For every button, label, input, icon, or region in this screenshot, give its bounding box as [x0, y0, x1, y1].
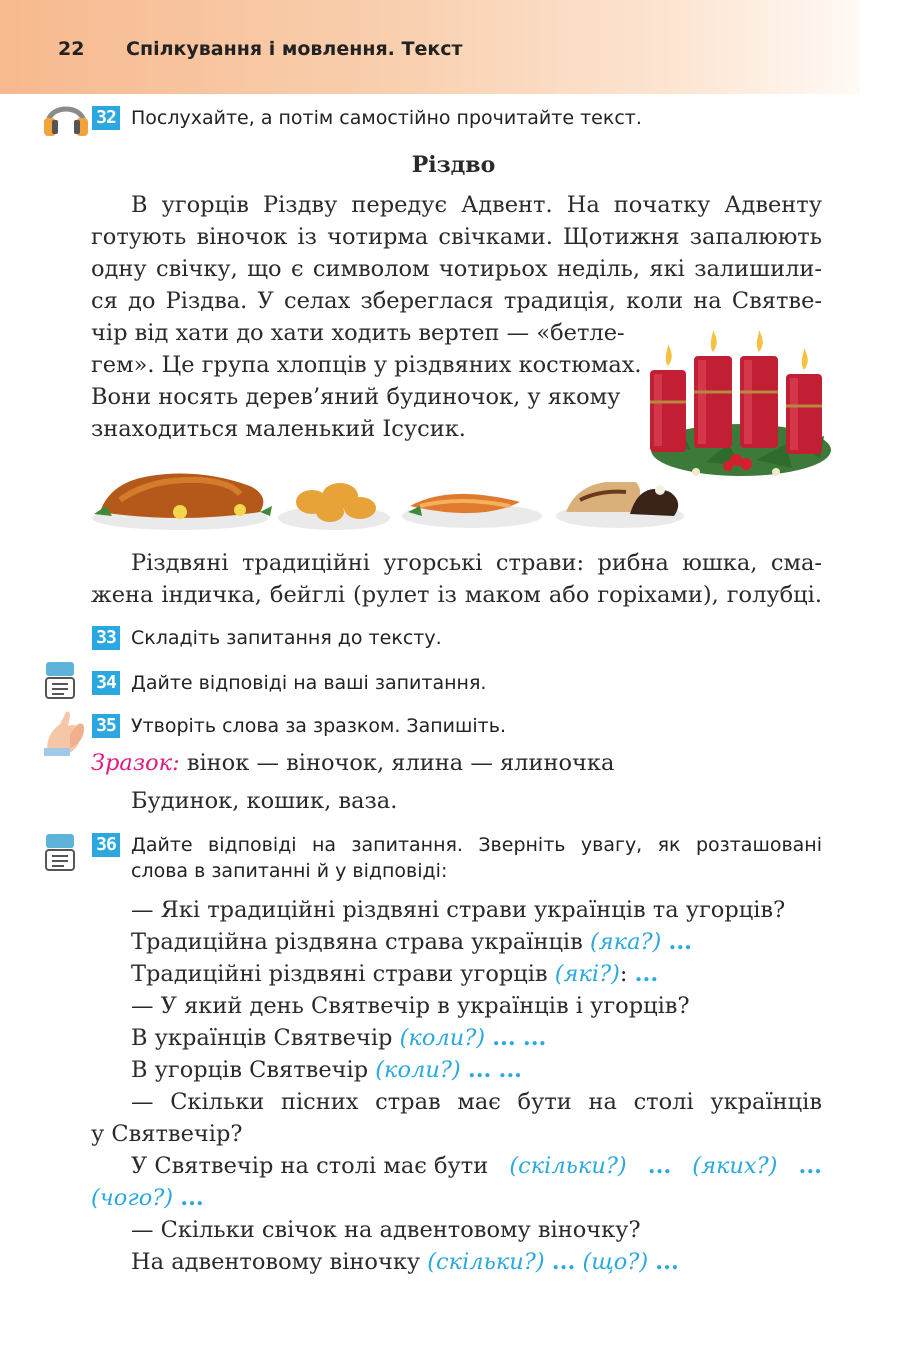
section-title: Спілкування і мовлення. Текст [126, 38, 463, 60]
question-2: — У який день Святвечір в українців і угорців? [131, 993, 690, 1019]
question-3: — Скільки пісних страв має бути на столі українців [131, 1089, 822, 1115]
question-3-cont: у Святвечір? [91, 1121, 243, 1147]
answer-4 [131, 1055, 522, 1085]
sample-label: Зразок: [91, 750, 180, 776]
story-line: знаходиться маленький Ісусик. [91, 416, 466, 442]
task-number-32: 32 [92, 106, 120, 130]
answer-5 [131, 1151, 822, 1181]
colon: : [619, 961, 628, 987]
question-4: — Скільки свічок на адвентовому віночку? [131, 1217, 641, 1243]
page-header [0, 0, 860, 94]
answer-text: В українців Святвечір [131, 1025, 400, 1051]
task-number-35: 35 [92, 714, 120, 738]
ellipsis: ... [798, 1153, 822, 1179]
task-number-33: 33 [92, 626, 120, 650]
food-dishes-illustration [90, 450, 690, 532]
hint: (коли?) [399, 1025, 486, 1051]
hands-icon [40, 708, 90, 756]
task-36-instruction-cont: слова в запитанні й у відповіді: [131, 860, 448, 882]
story-line: чір від хати до хати ходить вертеп — «бетле- [91, 320, 625, 346]
story-line: одну свічку, що є символом чотирьох неділь, які залишили- [91, 256, 822, 282]
answer-6 [131, 1247, 679, 1277]
answer-text: На адвентовому віночку [131, 1249, 428, 1275]
task-34-instruction: Дайте відповіді на ваші запитання. [131, 672, 487, 694]
task-32-instruction: Послухайте, а потім самостійно прочитайте текст. [131, 107, 642, 129]
story-title: Різдво [411, 152, 496, 178]
dishes-line: жена індичка, бейглі (рулет із маком або горіхами), голубці. [91, 582, 822, 608]
hint: (яких?) [692, 1153, 778, 1179]
task-36-instruction: Дайте відповіді на запитання. Зверніть увагу, як розташовані [131, 834, 822, 856]
answer-5-cont [91, 1183, 204, 1213]
headphones-icon [42, 94, 90, 138]
ellipsis: ... [522, 1025, 547, 1051]
answer-1 [131, 927, 692, 957]
exercise-words: Будинок, кошик, ваза. [131, 788, 398, 814]
answer-2 [131, 959, 658, 989]
ellipsis: ... [668, 929, 692, 955]
sample-line [91, 748, 614, 778]
ellipsis: ... [467, 1057, 492, 1083]
dishes-line: Різдвяні традиційні угорські страви: рибна юшка, сма- [131, 550, 822, 576]
question-1: — Які традиційні різдвяні страви українців та угорців? [131, 897, 786, 923]
answer-text: В угорців Святвечір [131, 1057, 376, 1083]
hint: (скільки?) [427, 1249, 545, 1275]
notebook-icon [44, 832, 76, 872]
answer-text: У Святвечір на столі має бути [131, 1153, 489, 1179]
task-number-34: 34 [92, 671, 120, 695]
story-line: гем». Це група хлопців у різдвяних костюмах. [91, 352, 642, 378]
ellipsis: ... [551, 1249, 576, 1275]
ellipsis: ... [647, 1153, 672, 1179]
page-number: 22 [58, 38, 85, 60]
hint: (які?) [554, 961, 620, 987]
hint: (яка?) [589, 929, 662, 955]
answer-3 [131, 1023, 546, 1053]
hint: (коли?) [375, 1057, 461, 1083]
task-33-instruction: Складіть запитання до тексту. [131, 627, 442, 649]
task-number-36: 36 [92, 833, 120, 857]
story-line: готують віночок із чотирма свічками. Щотижня запалюють [91, 224, 822, 250]
ellipsis: ... [655, 1249, 679, 1275]
notebook-icon [44, 660, 76, 700]
hint: (скільки?) [509, 1153, 627, 1179]
ellipsis: ... [498, 1057, 523, 1083]
hint: (що?) [582, 1249, 649, 1275]
answer-text: Традиційні різдвяні страви угорців [131, 961, 555, 987]
ellipsis: ... [634, 961, 659, 987]
story-line: ся до Різдва. У селах збереглася традиція, коли на Святве- [91, 288, 822, 314]
hint: (чого?) [91, 1185, 174, 1211]
sample-text: вінок — віночок, ялина — ялиночка [179, 750, 615, 776]
ellipsis: ... [492, 1025, 516, 1051]
answer-text: Традиційна різдвяна страва українців [131, 929, 590, 955]
story-line: В угорців Різдву передує Адвент. На початку Адвенту [131, 192, 822, 218]
story-line: Вони носять дерев’яний будиночок, у якому [91, 384, 621, 410]
ellipsis: ... [180, 1185, 204, 1211]
task-35-instruction: Утворіть слова за зразком. Запишіть. [131, 715, 506, 737]
